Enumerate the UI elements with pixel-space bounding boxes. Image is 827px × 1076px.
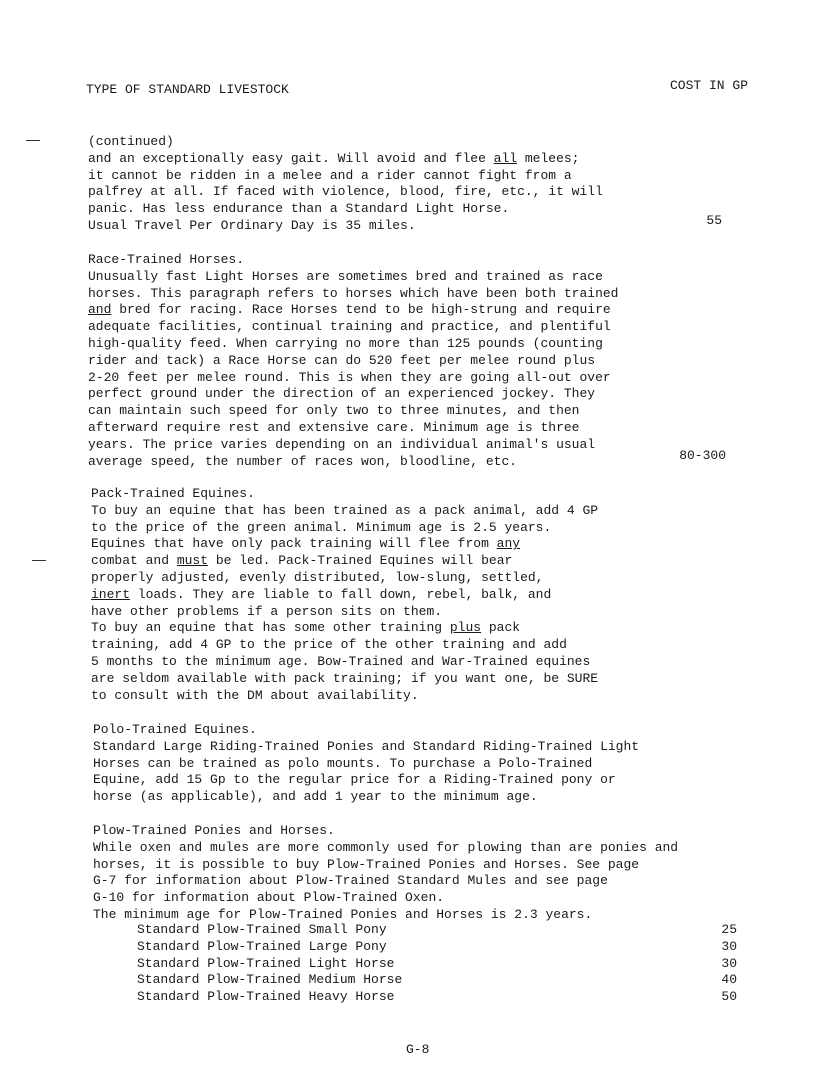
price-row bbox=[137, 922, 737, 939]
section-race-trained bbox=[88, 252, 619, 470]
text-line: While oxen and mules are more commonly used for plowing than are ponies and bbox=[93, 839, 679, 855]
price-row bbox=[137, 956, 737, 973]
text-line: Equines that have only pack training will flee from any bbox=[91, 536, 521, 552]
text-line: are seldom available with pack training; if you want one, be SURE bbox=[91, 670, 599, 686]
text-line: Unusually fast Light Horses are sometimes bred and trained as race bbox=[88, 268, 603, 284]
section-heading: Plow-Trained Ponies and Horses. bbox=[93, 823, 335, 838]
section-pack-trained bbox=[91, 486, 598, 704]
section-continued bbox=[88, 134, 603, 235]
text-line: to consult with the DM about availability. bbox=[91, 687, 419, 703]
underlined-word: inert bbox=[91, 586, 131, 602]
section-polo-trained bbox=[93, 722, 639, 806]
text-line: Usual Travel Per Ordinary Day is 35 miles. bbox=[88, 217, 416, 233]
price-row bbox=[137, 972, 737, 989]
text-line: have other problems if a person sits on them. bbox=[91, 603, 443, 619]
section-heading: Polo-Trained Equines. bbox=[93, 722, 257, 737]
text-line: 5 months to the minimum age. Bow-Trained and War-Trained equines bbox=[91, 653, 591, 669]
text-line: Horses can be trained as polo mounts. To purchase a Polo-Trained bbox=[93, 755, 593, 771]
text-line: high-quality feed. When carrying no more than 125 pounds (counting bbox=[88, 335, 603, 351]
text-line: adequate facilities, continual training and practice, and plentiful bbox=[88, 319, 611, 335]
page-number: G-8 bbox=[406, 1042, 430, 1057]
text-line: palfrey at all. If faced with violence, blood, fire, etc., it will bbox=[88, 184, 603, 200]
item-name: Standard Plow-Trained Large Pony bbox=[137, 938, 387, 954]
cost-race-trained: 80-300 bbox=[679, 448, 726, 463]
text-line: G-7 for information about Plow-Trained Standard Mules and see page bbox=[93, 873, 608, 889]
item-cost: 30 bbox=[721, 938, 737, 954]
price-row bbox=[137, 939, 737, 956]
text-line: rider and tack) a Race Horse can do 520 feet per melee round plus bbox=[88, 352, 596, 368]
text-line: and an exceptionally easy gait. Will avoid and flee all melees; bbox=[88, 150, 580, 166]
item-name: Standard Plow-Trained Medium Horse bbox=[137, 972, 403, 988]
margin-mark bbox=[32, 560, 46, 561]
item-name: Standard Plow-Trained Small Pony bbox=[137, 922, 387, 937]
text-line: Standard Large Riding-Trained Ponies and Standard Riding-Trained Light bbox=[93, 738, 640, 754]
margin-mark bbox=[26, 140, 40, 141]
text-line: To buy an equine that has been trained as a pack animal, add 4 GP bbox=[91, 502, 599, 518]
item-cost: 50 bbox=[721, 989, 737, 1005]
text-line: average speed, the number of races won, bloodline, etc. bbox=[88, 453, 518, 469]
text-line: The minimum age for Plow-Trained Ponies and Horses is 2.3 years. bbox=[93, 906, 593, 922]
section-heading: Race-Trained Horses. bbox=[88, 252, 245, 267]
item-name: Standard Plow-Trained Light Horse bbox=[137, 955, 395, 971]
text-line: Equine, add 15 Gp to the regular price for a Riding-Trained pony or bbox=[93, 772, 616, 788]
text-line: training, add 4 GP to the price of the other training and add bbox=[91, 637, 567, 653]
text-line: horses, it is possible to buy Plow-Trained Ponies and Horses. See page bbox=[93, 856, 640, 872]
plow-price-list bbox=[137, 922, 737, 1006]
header-right: COST IN GP bbox=[670, 78, 749, 93]
text-line: properly adjusted, evenly distributed, low-slung, settled, bbox=[91, 569, 544, 585]
cost-continued: 55 bbox=[706, 213, 722, 228]
text-line: panic. Has less endurance than a Standard Light Horse. bbox=[88, 201, 510, 217]
text-line: combat and must be led. Pack-Trained Equines will bear bbox=[91, 553, 513, 569]
underlined-word: any bbox=[496, 536, 521, 552]
underlined-word: must bbox=[176, 553, 209, 569]
item-cost: 40 bbox=[721, 972, 737, 988]
section-plow-trained bbox=[93, 823, 678, 924]
item-name: Standard Plow-Trained Heavy Horse bbox=[137, 989, 395, 1005]
text-line: To buy an equine that has some other training plus pack bbox=[91, 620, 521, 636]
text-line: years. The price varies depending on an individual animal's usual bbox=[88, 436, 596, 452]
text-line: G-10 for information about Plow-Trained Oxen. bbox=[93, 890, 445, 906]
text-line: 2-20 feet per melee round. This is when they are going all-out over bbox=[88, 369, 611, 385]
underlined-word: all bbox=[493, 150, 518, 166]
header-left: TYPE OF STANDARD LIVESTOCK bbox=[86, 82, 289, 97]
text-line: perfect ground under the direction of an experienced jockey. They bbox=[88, 386, 596, 402]
text-line: and bred for racing. Race Horses tend to be high-strung and require bbox=[88, 302, 611, 318]
price-row bbox=[137, 989, 737, 1006]
text-line: to the price of the green animal. Minimum age is 2.5 years. bbox=[91, 519, 552, 535]
section-heading: Pack-Trained Equines. bbox=[91, 486, 255, 501]
text-line: horse (as applicable), and add 1 year to the minimum age. bbox=[93, 789, 538, 805]
underlined-word: and bbox=[88, 302, 112, 318]
item-cost: 25 bbox=[721, 922, 737, 937]
text-line: afterward require rest and extensive care. Minimum age is three bbox=[88, 419, 580, 435]
text-line: inert loads. They are liable to fall down, rebel, balk, and bbox=[91, 586, 552, 602]
item-cost: 30 bbox=[721, 955, 737, 971]
section-heading: (continued) bbox=[88, 134, 174, 149]
text-line: horses. This paragraph refers to horses which have been both trained bbox=[88, 285, 619, 301]
text-line: can maintain such speed for only two to three minutes, and then bbox=[88, 403, 580, 419]
text-line: it cannot be ridden in a melee and a rider cannot fight from a bbox=[88, 167, 572, 183]
underlined-word: plus bbox=[449, 620, 482, 636]
